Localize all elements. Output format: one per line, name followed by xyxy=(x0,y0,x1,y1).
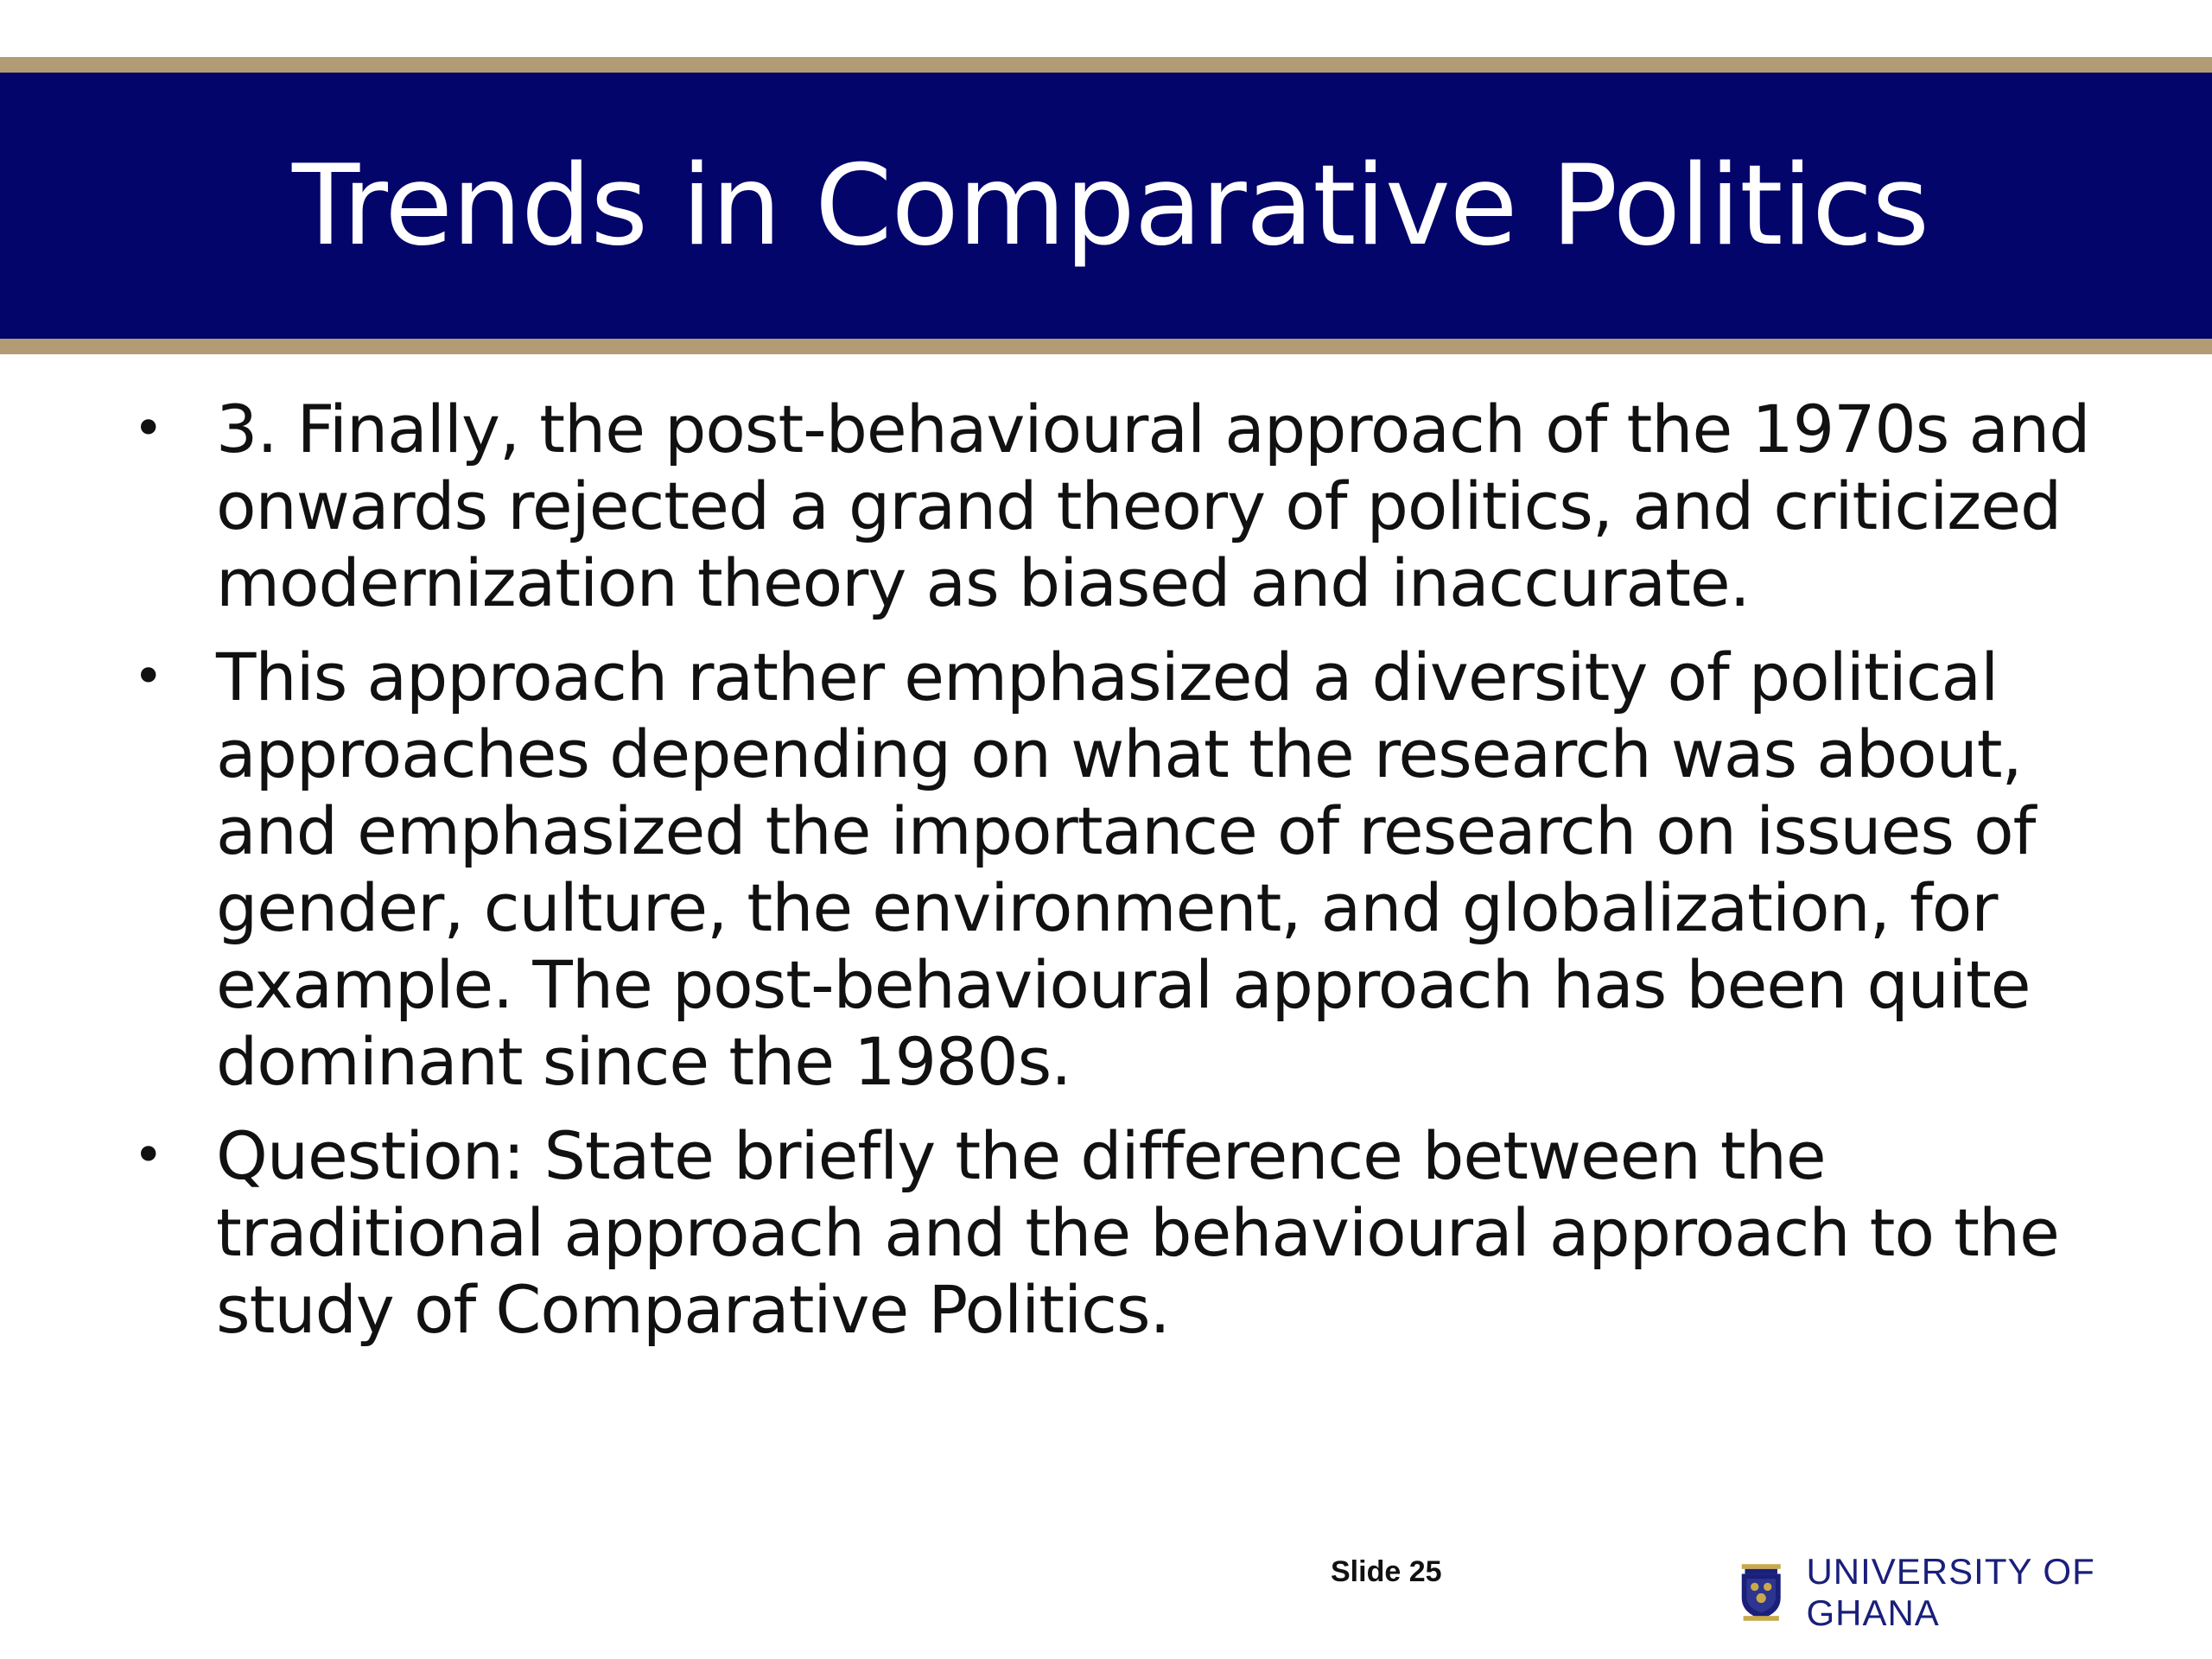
university-logo xyxy=(1738,1551,2212,1633)
university-crest-icon xyxy=(1738,1560,1783,1624)
bullet-dot: • xyxy=(133,646,163,707)
bullet-dot: • xyxy=(133,398,163,459)
slide-number: Slide 25 xyxy=(1331,1555,1442,1588)
bullet-item xyxy=(130,391,2091,621)
slide-title: Trends in Comparative Politics xyxy=(292,141,1929,270)
bullet-text: 3. Finally, the post-behavioural approach of the 1970s and onwards rejected a grand theory of politics, and criticized modernization theory as biased and inaccurate. xyxy=(216,391,2090,621)
bullet-dot: • xyxy=(133,1125,163,1185)
bullet-item xyxy=(130,639,2091,1100)
bullet-text: Question: State briefly the difference between the traditional approach and the behavioural approach to the study of Comparative Politics. xyxy=(216,1117,2059,1348)
bullet-text: This approach rather emphasized a diversity of political approaches depending on what the research was about, and emphasized the importance of research on issues of gender, culture, the environment, and globalization, for example. The post-behavioural approach has been quite dominant since the 1980s. xyxy=(216,639,2036,1100)
university-name: UNIVERSITY OF GHANA xyxy=(1806,1551,2095,1633)
title-bar xyxy=(0,57,2212,354)
bullet-item xyxy=(130,1117,2091,1348)
bullet-list xyxy=(130,391,2091,1365)
